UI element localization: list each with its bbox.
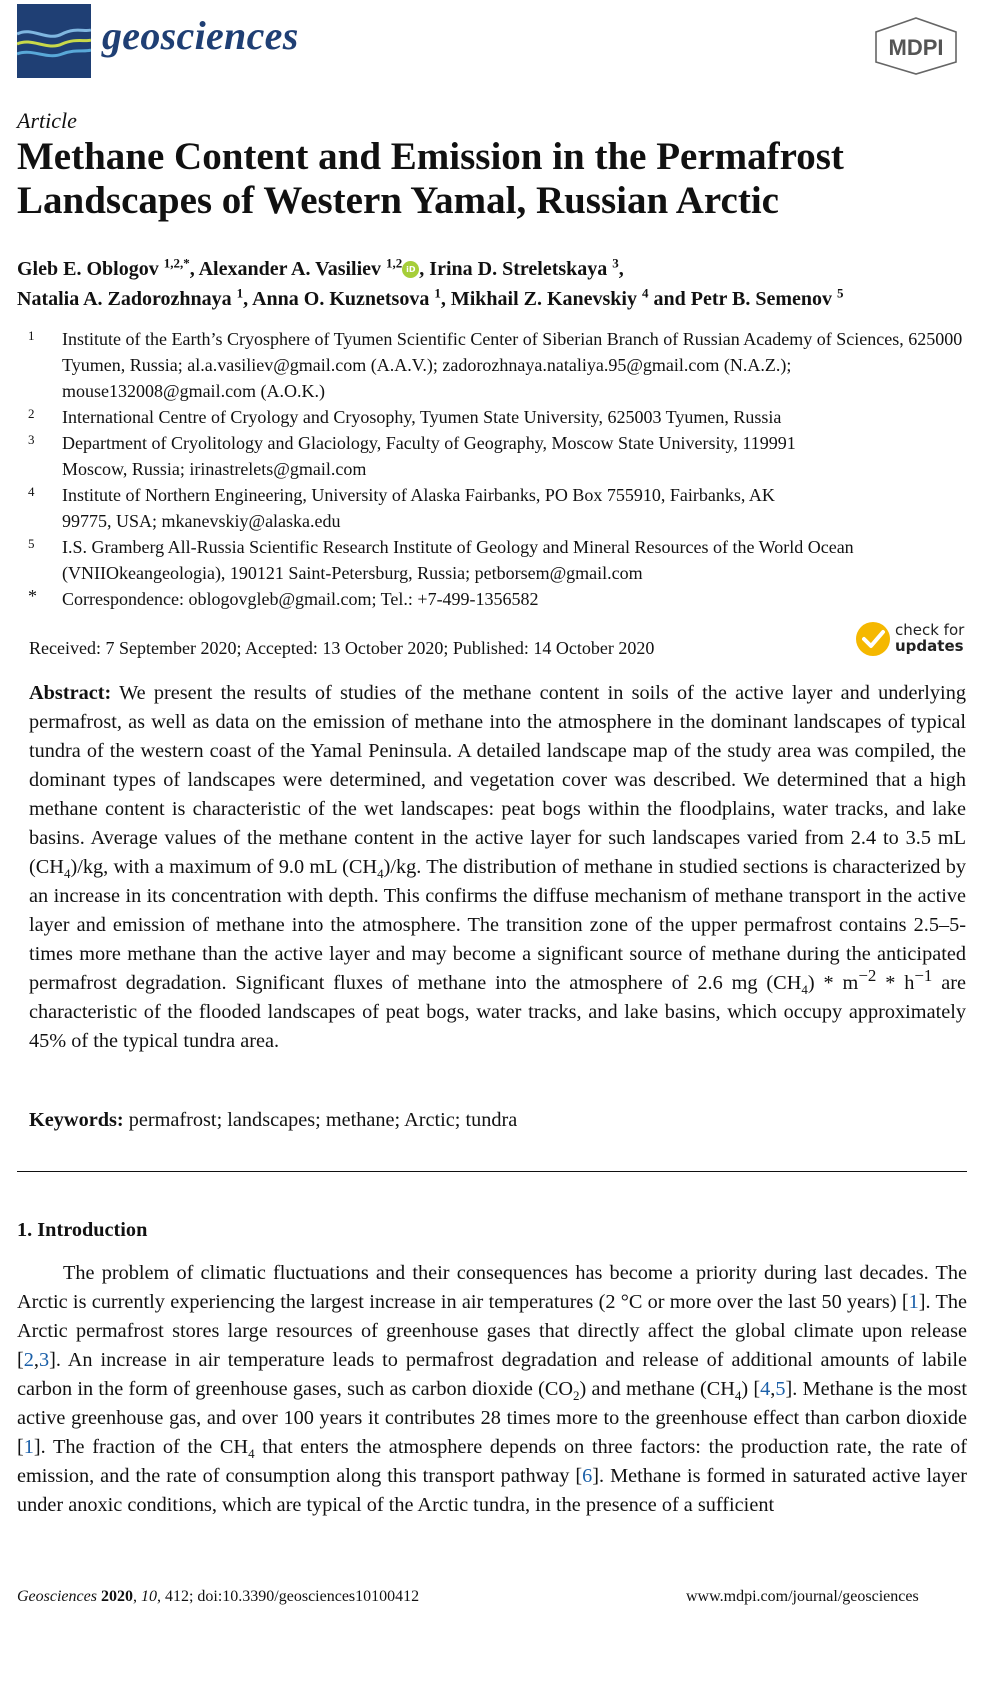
keywords-label: Keywords:: [29, 1109, 124, 1131]
citation-link[interactable]: 2: [23, 1349, 34, 1371]
author-affil-sup: 5: [837, 285, 844, 301]
correspondence: Correspondence: oblogovgleb@gmail.com; Tel.: +7-499-1356582: [62, 589, 539, 609]
waves-logo-icon: [17, 4, 91, 78]
affiliation-text: Institute of the Earth’s Cryosphere of Tyumen Scientific Center of Siberian Branch of Russian Academy of Sciences, 625000 Tyumen, Russia; al.a.vasiliev@gmail.com (A.A.V.); zadorozhnaya.nataliya.95@gmail.com (N.A.Z.); mouse132008@gmail.com (A.O.K.): [62, 329, 963, 401]
section-heading: 1. Introduction: [17, 1219, 148, 1241]
author-name: Alexander A. Vasiliev: [198, 258, 382, 280]
affiliation-text: International Centre of Cryology and Cryosophy, Tyumen State University, 625003 Tyumen, Russia: [62, 407, 782, 427]
paper-title: Methane Content and Emission in the Permafrost Landscapes of Western Yamal, Russian Arctic: [17, 135, 844, 222]
affiliation-number: 2: [28, 406, 35, 421]
article-type: Article: [17, 108, 77, 133]
author-affil-sup: 1,2,*: [163, 255, 190, 271]
author-affil-sup: 4: [641, 285, 649, 301]
introduction-paragraph: The problem of climatic fluctuations and their consequences has become a priority during last decades. The Arctic is currently experiencing the largest increase in air temperatures (2 °C or more over the last 50 years) [1]. The Arctic permafrost stores large resources of greenhouse gases that directly affect the global climate upon release [2,3]. An increase in air temperature leads to permafrost degradation and release of additional amounts of labile carbon in the form of greenhouse gases, such as carbon dioxide $(CO_2)$ and methane $(CH_4)$ [4,5]. Methane is the most active greenhouse gas, and over 100 years it contributes 28 times more to the greenhouse effect than carbon dioxide [1]. The fraction of the $CH_4$ that enters the atmosphere depends on three factors: the production rate, the rate of emission, and the rate of consumption along this transport pathway [6]. Methane is formed in saturated active layer under anoxic conditions, which are typical of the Arctic tundra, in the presence of a sufficient: [17, 1262, 968, 1516]
check-updates-line1: check for: [895, 621, 965, 639]
citation-link[interactable]: 1: [908, 1291, 919, 1313]
author-name: Anna O. Kuznetsova: [252, 288, 430, 310]
section-divider: [17, 1171, 967, 1172]
author-line-2: Natalia A. Zadorozhnaya $^1$, Anna O. Kuznetsova $^1$, Mikhail Z. Kanevskiy $^4$ and Petr B. Semenov $^5$: [17, 285, 844, 310]
author-name: Mikhail Z. Kanevskiy: [450, 288, 637, 310]
abstract: Abstract: We present the results of studies of the methane content in soils of the active layer and underlying permafrost, as well as data on the emission of methane into the atmosphere in the dominant landscapes of typical tundra of the western coast of the Yamal Peninsula. A detailed landscape map of the study area was compiled, the dominant types of landscapes were determined, and vegetation cover was described. We determined that a high methane content is characteristic of the wet landscapes: peat bogs within the floodplains, water tracks, and lake basins. Average values of the methane content in the active layer for such landscapes varied from 2.4 to 3.5 mL $(CH_4)/kg$, with a maximum of 9.0 mL $(CH_4)/kg$. The distribution of methane in studied sections is characterized by an increase in its concentration with depth. This confirms the diffuse mechanism of methane transport in the active layer and emission of methane into the atmosphere. The transition zone of the upper permafrost contains 2.5–5-times more methane than the active layer and may become a significant source of methane during the anticipated permafrost degradation. Significant fluxes of methane into the atmosphere of 2.6 mg $(CH_4) * m^{-2} * h^{-1}$ are characteristic of the flooded landscapes of peat bogs, water tracks, and lake basins, which occupy approximately 45% of the typical tundra area.: [29, 682, 967, 1052]
keywords-text: permafrost; landscapes; methane; Arctic; tundra: [128, 1109, 518, 1131]
check-updates-line2: updates: [895, 637, 964, 655]
affiliation-text: Department of Cryolitology and Glaciology, Faculty of Geography, Moscow State University, 119991 Moscow, Russia; irinastrelets@gmail.com: [62, 433, 796, 479]
mdpi-logo: [868, 16, 964, 76]
footer-citation: Geosciences 2020, 10, 412; doi:10.3390/geosciences10100412: [17, 1588, 420, 1605]
citation-link[interactable]: 6: [582, 1465, 593, 1487]
affiliation-text: I.S. Gramberg All-Russia Scientific Research Institute of Geology and Mineral Resources of the World Ocean (VNIIOkeangeologia), 190121 Saint-Petersburg, Russia; petborsem@gmail.com: [62, 537, 854, 583]
author-name: Gleb E. Oblogov: [17, 258, 159, 280]
affiliation-number: *: [28, 586, 37, 606]
citation-link[interactable]: 5: [775, 1378, 786, 1400]
publication-dates: Received: 7 September 2020; Accepted: 13 October 2020; Published: 14 October 2020: [29, 638, 655, 658]
citation-link[interactable]: 3: [38, 1349, 50, 1371]
keywords: [29, 1109, 517, 1132]
journal-logo: [17, 4, 91, 78]
affiliation-number: 3: [28, 432, 35, 447]
author-affil-sup: 1: [434, 285, 441, 301]
citation-link[interactable]: 4: [760, 1378, 771, 1400]
author-name: Natalia A. Zadorozhnaya: [17, 288, 232, 310]
abstract-label: Abstract:: [29, 682, 112, 704]
affiliation-number: 1: [28, 328, 35, 343]
affiliation-text: Institute of Northern Engineering, University of Alaska Fairbanks, PO Box 755910, Fairbanks, AK 99775, USA; mkanevskiy@alaska.edu: [62, 485, 775, 531]
affiliation-number: 4: [28, 484, 35, 499]
author-affil-sup: 3: [612, 255, 619, 271]
author-name: Petr B. Semenov: [690, 288, 833, 310]
citation-link[interactable]: 1: [23, 1436, 34, 1458]
author-affil-sup: 1,2: [386, 255, 403, 271]
check-circle-icon[interactable]: [854, 620, 892, 658]
check-for-updates[interactable]: [895, 622, 964, 654]
author-name: Irina D. Streletskaya: [429, 258, 608, 280]
affiliation-number: 5: [28, 536, 35, 551]
footer-url[interactable]: www.mdpi.com/journal/geosciences: [686, 1588, 919, 1605]
mdpi-logo-text: MDPI: [888, 35, 944, 60]
orcid-icon[interactable]: iD: [402, 261, 419, 278]
author-affil-sup: 1: [236, 285, 244, 301]
author-line-1: Gleb E. Oblogov $^{1,2,*}$, Alexander A. Vasiliev $^{1,2}$ iD , Irina D. Streletskaya $^3$,: [17, 255, 624, 280]
journal-name: geosciences: [102, 13, 299, 58]
